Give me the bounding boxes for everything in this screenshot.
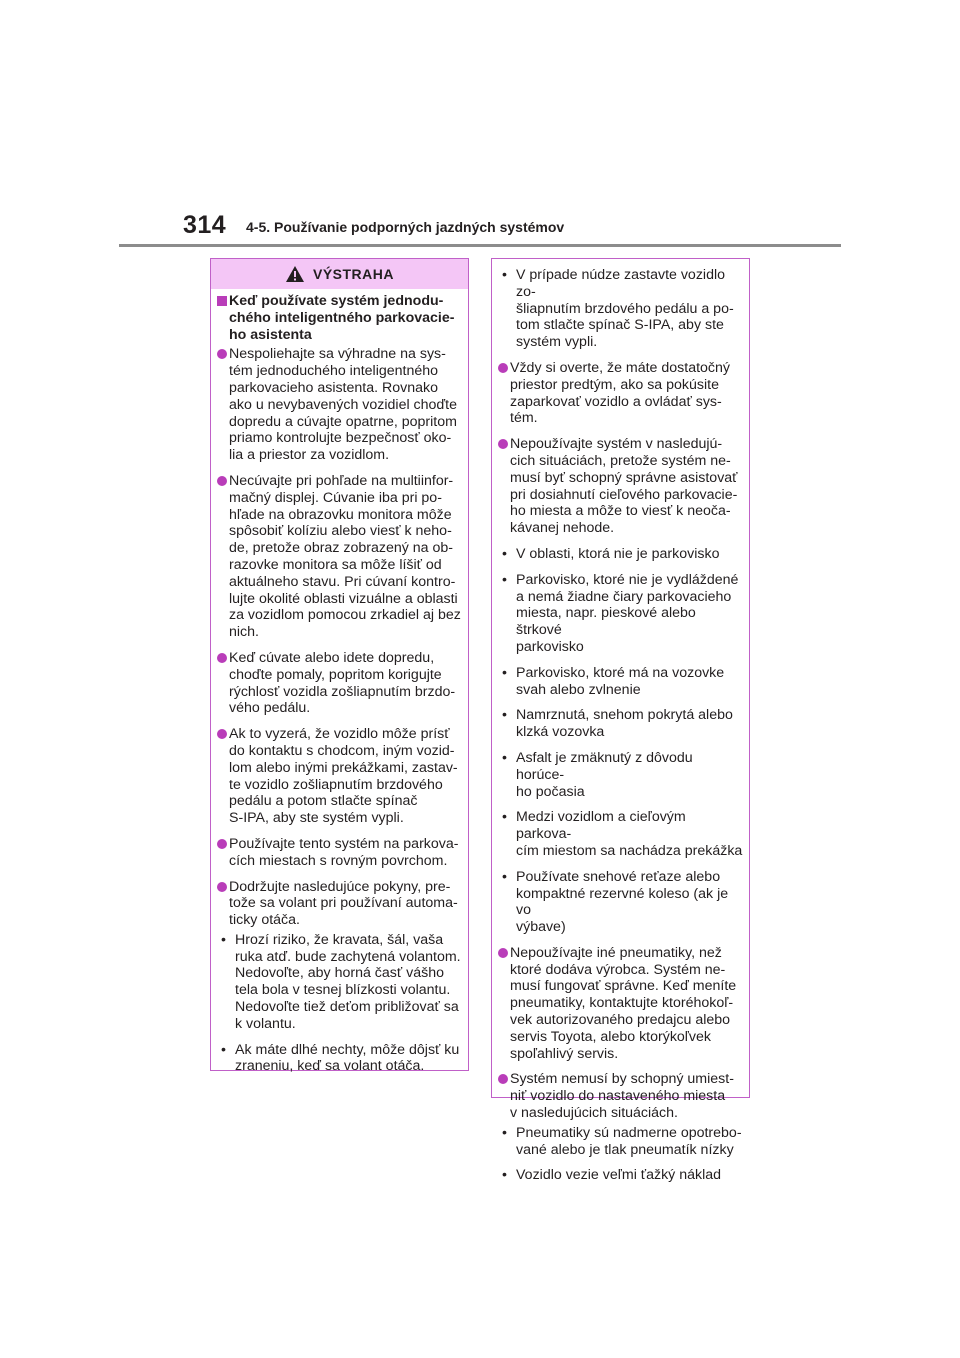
item-text: Necúvajte pri pohľade na multiinfor- mačný displej. Cúvanie iba pri po- hľade na obrazovku monitora môže spôsobiť kolíziu alebo viesť k neho- de, pretože obraz zobrazený na ob- razovke monitora sa môže líšiť od aktuálneho stavu. Pri cúvaní kontro- lujte okolité oblasti vizuálne a oblasti za vozidlom pomocou zrkadiel aj bez nich.	[229, 472, 461, 641]
circle-bullet-icon	[217, 729, 227, 739]
sub-bullet	[498, 1167, 743, 1184]
square-bullet-icon	[217, 296, 227, 306]
circle-bullet-icon	[498, 1074, 508, 1084]
heading-text: Keď používate systém jednodu- chého inteligentného parkovacie- ho asistenta	[229, 293, 455, 343]
sub-bullet-text: Ak máte dlhé nechty, môže dôjsť ku zraneniu, keď sa volant otáča.	[235, 1041, 460, 1075]
sub-bullet	[498, 707, 743, 741]
warning-item	[498, 1071, 743, 1121]
bullet-mark: •	[221, 931, 226, 948]
bullet-mark: •	[502, 1124, 507, 1141]
item-text: Nepoužívajte iné pneumatiky, než ktoré dodáva výrobca. Systém ne- musí fungovať správne. Keď meníte pneumatiky, kontaktujte ktoréhokoľ- vek autorizovaného predajcu alebo servis Toyota, alebo ktorýkoľvek spoľahlivý servis.	[510, 944, 737, 1062]
warning-box-left	[210, 258, 469, 1075]
sub-bullet	[498, 665, 743, 699]
bullet-mark: •	[502, 749, 507, 766]
warning-heading	[217, 293, 462, 343]
sub-bullet	[217, 1042, 462, 1076]
item-text: Systém nemusí by schopný umiest- niť vozidlo do nastaveného miesta v nasledujúcich situáciách.	[510, 1071, 734, 1122]
bullet-mark: •	[502, 545, 507, 562]
sub-bullet	[498, 1125, 743, 1159]
item-text: Nepoužívajte systém v nasledujú- cich situáciách, pretože systém ne- musí byť schopný správne asistovať pri dosiahnutí cieľového parkovacie- ho miesta a môže to viesť k neoča- kávanej nehode.	[510, 436, 738, 537]
warning-item	[498, 360, 743, 427]
circle-bullet-icon	[498, 363, 508, 373]
warning-item	[217, 836, 462, 870]
sub-bullet-text: V prípade núdze zastavte vozidlo zo- šliapnutím brzdového pedálu a po- tom stlačte spínač S-IPA, aby ste systém vypli.	[516, 267, 734, 351]
bullet-mark: •	[221, 1041, 226, 1058]
warning-item	[498, 945, 743, 1063]
page-number: 314	[183, 211, 227, 239]
sub-bullet-text: Parkovisko, ktoré nie je vydláždené a nemá žiadne čiary parkovacieho miesta, napr. pieskové alebo štrkové parkovisko	[516, 571, 739, 655]
bullet-mark: •	[502, 868, 507, 885]
warning-triangle-icon	[285, 265, 305, 283]
sub-bullet-text: V oblasti, ktorá nie je parkovisko	[516, 545, 720, 562]
circle-bullet-icon	[217, 653, 227, 663]
circle-bullet-icon	[217, 839, 227, 849]
warning-header	[211, 259, 468, 289]
warning-title: VÝSTRAHA	[312, 265, 394, 282]
item-text: Keď cúvate alebo idete dopredu, choďte pomaly, popritom korigujte rýchlosť vozidla zošliapnutím brzdo- vého pedálu.	[229, 649, 456, 717]
warning-box-right	[491, 258, 750, 1184]
item-text: Nespoliehajte sa výhradne na sys- tém jednoduchého inteligentného parkovacieho asistenta. Rovnako ako u nevybavených vozidiel choďte dopredu a cúvajte opatrne, popritom priamo kontrolujte bezpečnosť oko- lia a priestor za vozidlom.	[229, 346, 457, 464]
warning-item	[217, 473, 462, 641]
item-text: Používajte tento systém na parkova- cích miestach s rovným povrchom.	[229, 835, 459, 869]
sub-bullet-text: Vozidlo vezie veľmi ťažký náklad	[516, 1167, 722, 1184]
circle-bullet-icon	[498, 948, 508, 958]
circle-bullet-icon	[498, 439, 508, 449]
sub-bullet-text: Používate snehové reťaze alebo kompaktné rezervné koleso (ak je vo výbave)	[516, 868, 729, 936]
circle-bullet-icon	[217, 882, 227, 892]
warning-item	[217, 346, 462, 464]
sub-bullet-text: Hrozí riziko, že kravata, šál, vaša ruka atď. bude zachytená volantom. Nedovoľte, aby horná časť vášho tela bola v tesnej blízkosti volantu. Nedovoľte tiež deťom približovať sa k volantu.	[235, 931, 461, 1032]
item-text: Vždy si overte, že máte dostatočný priestor predtým, ako sa pokúsite zaparkovať vozidlo a ovládať sys- tém.	[510, 359, 731, 427]
sub-bullet-text: Asfalt je zmäknutý z dôvodu horúce- ho počasia	[516, 749, 693, 800]
sub-bullet	[498, 809, 743, 859]
section-title: 4-5. Používanie podporných jazdných systémov	[246, 219, 565, 235]
bullet-mark: •	[502, 707, 507, 724]
sub-bullet-text: Medzi vozidlom a cieľovým parkova- cím miestom sa nachádza prekážka	[516, 809, 743, 859]
warning-item	[217, 650, 462, 717]
sub-bullet-text: Pneumatiky sú nadmerne opotrebo- vané alebo je tlak pneumatík nízky	[516, 1124, 742, 1158]
warning-item	[217, 879, 462, 929]
sub-bullet	[498, 546, 743, 563]
sub-bullet	[217, 932, 462, 1033]
header-divider	[119, 244, 841, 247]
warning-item	[217, 726, 462, 827]
sub-bullet	[498, 572, 743, 656]
bullet-mark: •	[502, 267, 507, 283]
bullet-mark: •	[502, 1167, 507, 1184]
sub-bullet	[498, 267, 743, 351]
bullet-mark: •	[502, 571, 507, 588]
sub-bullet-text: Namrznutá, snehom pokrytá alebo klzká vozovka	[516, 707, 733, 741]
sub-bullet	[498, 750, 743, 800]
circle-bullet-icon	[217, 476, 227, 486]
sub-bullet	[498, 869, 743, 936]
item-text: Ak to vyzerá, že vozidlo môže prísť do kontaktu s chodcom, iným vozid- lom alebo inými prekážkami, zastav- te vozidlo zošliapnutím brzdového pedálu a potom stlačte spínač S-IPA, aby ste systém vypli.	[229, 726, 458, 827]
circle-bullet-icon	[217, 349, 227, 359]
bullet-mark: •	[502, 809, 507, 826]
sub-bullet-text: Parkovisko, ktoré má na vozovke svah alebo zvlnenie	[516, 664, 725, 698]
warning-item	[498, 436, 743, 537]
item-text: Dodržujte nasledujúce pokyny, pre- tože sa volant pri používaní automa- ticky otáča.	[229, 878, 458, 929]
bullet-mark: •	[502, 664, 507, 681]
